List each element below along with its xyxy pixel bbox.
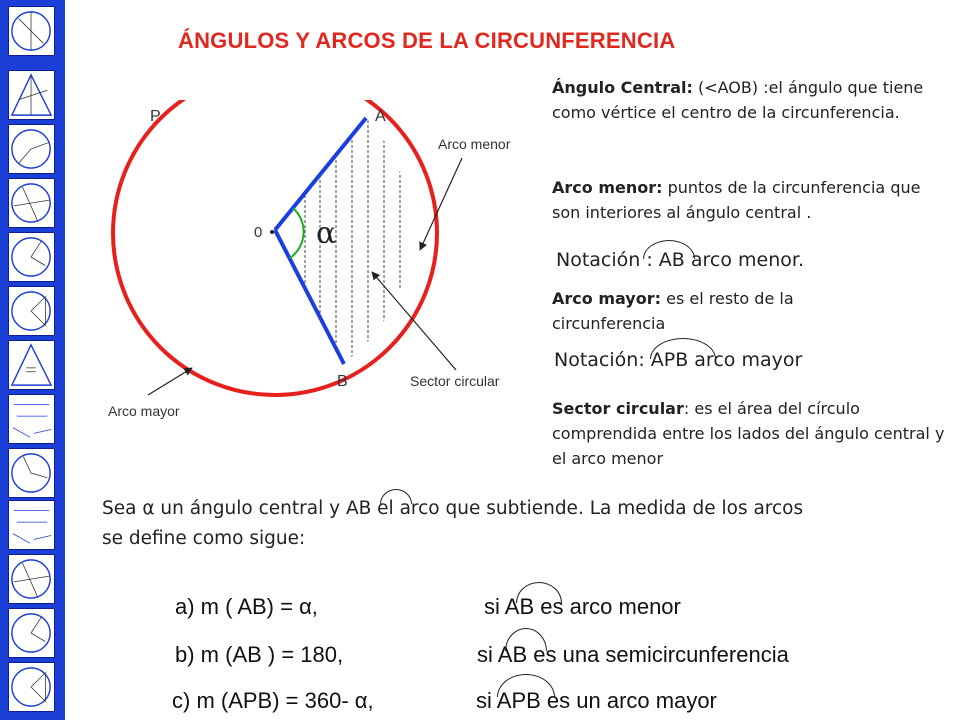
term-arco-mayor: Arco mayor: (552, 289, 662, 308)
text-sector-circular: : es el área del círculo comprendida entre los lados del ángulo central y el arco menor (552, 399, 945, 468)
formula-a-condition: si AB es arco menor (484, 594, 681, 619)
label-b: B (337, 373, 348, 390)
page-title: ÁNGULOS Y ARCOS DE LA CIRCUNFERENCIA (178, 28, 676, 53)
def-angulo-central (552, 75, 952, 125)
center-point (270, 230, 274, 234)
arc-symbol-apb-1 (650, 338, 716, 359)
arc-symbol-apb-c (497, 674, 555, 697)
text-angulo-central: (<AOB) :el ángulo que tiene como vértice el centro de la circunferencia. (552, 78, 924, 122)
arc-symbol-ab-intro (380, 489, 412, 504)
thumb-text-2[interactable] (8, 500, 55, 550)
thumb-circle-3[interactable] (8, 178, 55, 228)
thumb-circle-1[interactable] (8, 6, 55, 56)
term-angulo-central: Ángulo Central: (552, 78, 693, 97)
formula-c-condition: si APB es un arco mayor (476, 688, 717, 713)
intro-paragraph: Sea α un ángulo central y AB el arco que subtiende. La medida de los arcos se define como sigue: (102, 498, 804, 549)
def-sector-circular (552, 396, 952, 471)
arc-symbol-ab-1 (643, 240, 695, 259)
thumb-circle-9[interactable] (8, 662, 55, 712)
thumb-circle-7[interactable] (8, 554, 55, 604)
label-a: A (375, 108, 386, 125)
arrow-sector (372, 272, 456, 370)
term-arco-menor: Arco menor: (552, 178, 663, 197)
sidebar (0, 0, 65, 720)
label-sector-circular: Sector circular (410, 373, 500, 389)
notacion-arco-menor: Notación : AB arco menor. (556, 249, 804, 271)
angle-arc (290, 208, 304, 258)
thumb-text-1[interactable] (8, 394, 55, 444)
thumb-circle-5[interactable] (8, 286, 55, 336)
thumb-circle-2[interactable] (8, 124, 55, 174)
text-arco-menor: puntos de la circunferencia que son interiores al ángulo central . (552, 178, 921, 222)
arrow-arco-mayor (148, 368, 192, 395)
formula-b-condition: si AB es una semicircunferencia (477, 642, 789, 667)
label-o: 0 (254, 224, 263, 241)
radius-oa (275, 118, 366, 230)
thumb-circle-8[interactable] (8, 608, 55, 658)
label-alpha: α (316, 216, 337, 251)
def-arco-menor (552, 175, 952, 225)
circumference (113, 100, 437, 395)
formula-c: c) m (APB) = 360- α, (172, 688, 374, 713)
label-p: P (150, 108, 161, 125)
thumb-triangle-1[interactable] (8, 70, 55, 120)
arc-symbol-ab-b (505, 628, 547, 651)
label-arco-menor: Arco menor (438, 136, 511, 152)
arc-symbol-ab-a (516, 582, 562, 603)
notacion-arco-mayor: Notación: APB arco mayor (554, 349, 803, 371)
formula-a: a) m ( AB) = α, (175, 594, 318, 619)
thumb-triangle-2[interactable] (8, 340, 55, 390)
text-arco-mayor: es el resto de la circunferencia (552, 289, 794, 333)
thumb-circle-4[interactable] (8, 232, 55, 282)
term-sector-circular: Sector circular (552, 399, 684, 418)
def-arco-mayor (552, 286, 882, 336)
label-arco-mayor: Arco mayor (108, 403, 180, 419)
formula-b: b) m (AB ) = 180, (175, 642, 344, 667)
thumb-circle-6[interactable] (8, 448, 55, 498)
